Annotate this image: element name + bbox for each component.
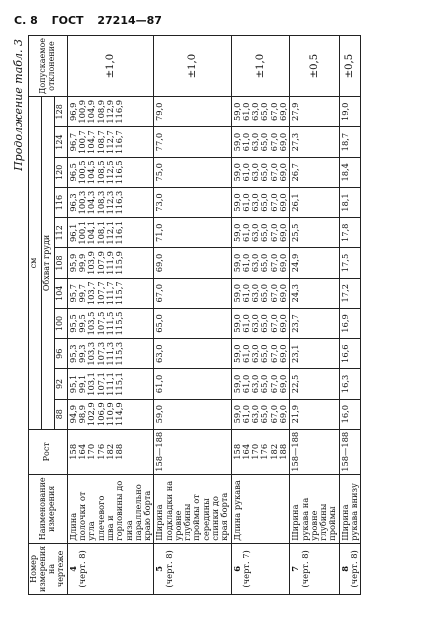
measurement-cell [290,278,339,308]
measurement-value: 103,3 [86,341,97,366]
chest-size-header: 96 [54,339,67,369]
row-number-cell [67,543,154,594]
height-value: 170 [86,443,97,460]
measurement-value: 18,4 [339,163,350,182]
measurement-value: 23,1 [290,344,301,363]
measurement-value: 116,5 [114,160,125,185]
measurement-value: 17,2 [339,284,350,303]
measurement-cell [339,187,361,217]
table-row [290,36,339,595]
measurement-value: 69,0 [278,193,288,212]
height-value: 182 [104,443,115,460]
measurement-cell [231,248,290,278]
page-header [14,14,172,27]
row-heights [290,429,339,474]
col-number-header: Номер измерения на чертеже [29,543,68,594]
table-row [67,36,154,595]
measurement-cell [339,308,361,338]
measurement-value: 19,0 [339,102,350,122]
measurement-value: 63,0 [250,314,261,333]
measurement-value: 104,9 [86,99,97,124]
measurement-cell [154,218,231,248]
measurement-cell [339,97,361,127]
rotated-table-area [12,35,408,595]
measurement-cell [154,399,231,429]
measurement-value: 17,5 [339,253,350,273]
measurement-value: 100,5 [77,160,88,185]
measurement-value: 61,0 [240,344,251,363]
chest-size-header: 104 [54,278,67,308]
row-number-cell [154,543,231,594]
measurement-cell [67,218,154,248]
measurement-value: 24,9 [290,253,301,273]
measurement-value: 112,7 [104,130,115,154]
row-heights [67,429,154,474]
measurement-value: 108,3 [95,190,106,215]
measurement-value: 59,0 [231,253,242,273]
measurement-value: 22,5 [290,374,301,394]
tolerance-value: ±1,0 [67,36,154,97]
row-name: Длина рукава [231,474,290,543]
chest-size-header: 88 [54,399,67,429]
measurement-value: 96,1 [67,223,78,243]
measurement-value: 67,0 [268,284,279,303]
row-name: Длина полочки от угла плечевого шва и горловины до низа параллельно краю борта [67,474,154,543]
measurement-value: 108,7 [95,130,106,154]
measurement-value: 63,0 [250,253,261,273]
measurement-cell [339,399,361,429]
measurement-cell [154,187,231,217]
measurement-value: 100,3 [77,190,88,215]
measurement-value: 112,3 [104,190,115,215]
row-drawing-ref: (черт. 8) [163,550,174,588]
measurement-value: 111,7 [104,281,115,306]
measurement-value: 100,7 [77,130,88,154]
measurement-value: 67,0 [268,193,279,212]
measurement-value: 67,0 [268,404,279,424]
chest-size-header: 124 [54,127,67,157]
chest-size-header: 112 [54,218,67,248]
measurement-value: 67,0 [268,344,279,363]
measurement-value: 112,5 [104,160,115,185]
measurement-cell [67,248,154,278]
tolerance-value: ±0,5 [339,36,361,97]
measurement-value: 111,3 [104,341,115,366]
col-name-header: Наименование измерения [29,474,68,543]
chest-size-header: 100 [54,308,67,338]
height-value: 170 [250,443,261,460]
measurement-value: 59,0 [231,223,242,243]
measurement-value: 16,9 [339,314,350,333]
measurement-value: 63,0 [250,132,261,152]
row-name: Ширина рукава внизу [339,474,361,543]
measurement-cell [290,369,339,399]
measurement-cell [67,399,154,429]
measurement-cell [339,127,361,157]
measurement-value: 107,1 [95,372,106,396]
size-table [28,35,361,595]
measurement-value: 99,7 [77,284,88,303]
measurement-cell [67,278,154,308]
measurement-value: 59,0 [231,102,242,122]
col-chest-header: Обхват груди [41,97,54,430]
measurement-value: 103,7 [86,281,97,306]
measurement-value: 65,0 [259,253,270,273]
measurement-value: 59,0 [231,404,242,424]
measurement-cell [154,308,231,338]
col-unit-header: см [29,97,42,430]
measurement-value: 61,0 [240,223,251,243]
row-name: Ширина рукава на уровне глубины проймы [290,474,339,543]
measurement-value: 104,7 [86,130,97,154]
measurement-cell [339,278,361,308]
measurement-value: 59,0 [231,284,242,303]
measurement-value: 63,0 [250,163,261,182]
table-row [231,36,290,595]
row-heights [154,429,231,474]
measurement-value: 61,0 [240,284,251,303]
measurement-value: 27,3 [290,132,301,152]
row-drawing-ref: (черт. 7) [240,550,251,588]
row-number-cell [290,543,339,594]
height-value: 158—188 [154,431,165,472]
measurement-value: 27,9 [290,102,301,122]
measurement-cell [290,127,339,157]
measurement-value: 69,0 [154,253,165,273]
measurement-cell [231,97,290,127]
height-value: 188 [114,443,125,460]
col-tolerance-header: Допускаемое отклонение [29,36,68,97]
measurement-value: 108,1 [95,220,106,245]
measurement-cell [290,308,339,338]
measurement-cell [339,157,361,187]
measurement-value: 67,0 [268,163,279,182]
measurement-value: 63,0 [250,223,261,243]
measurement-cell [290,157,339,187]
measurement-value: 61,0 [240,102,251,122]
measurement-value: 108,5 [95,160,106,185]
measurement-value: 73,0 [154,193,165,212]
measurement-value: 77,0 [154,132,165,152]
measurement-value: 69,0 [278,132,288,152]
measurement-value: 61,0 [154,374,165,394]
measurement-cell [290,399,339,429]
measurement-cell [231,278,290,308]
measurement-value: 96,9 [67,102,78,122]
measurement-value: 95,7 [67,284,78,303]
row-drawing-ref: (черт. 8) [299,550,310,588]
measurement-value: 24,3 [290,284,301,303]
measurement-value: 106,9 [95,402,106,427]
measurement-value: 69,0 [278,314,288,333]
measurement-value: 65,0 [154,314,165,333]
measurement-cell [67,369,154,399]
measurement-value: 65,0 [259,132,270,152]
measurement-value: 103,1 [86,372,97,396]
measurement-value: 95,5 [67,314,78,333]
measurement-value: 63,0 [250,374,261,394]
measurement-value: 25,5 [290,223,301,243]
measurement-value: 63,0 [154,344,165,363]
measurement-value: 115,9 [114,251,125,275]
measurement-cell [154,127,231,157]
measurement-cell [67,187,154,217]
measurement-value: 61,0 [240,163,251,182]
measurement-cell [339,218,361,248]
measurement-value: 75,0 [154,163,165,182]
row-number: 6 [231,566,242,572]
measurement-cell [67,157,154,187]
measurement-cell [231,308,290,338]
measurement-cell [290,248,339,278]
height-value: 158 [231,443,242,460]
measurement-cell [290,187,339,217]
row-name: Ширина подкладки на уровне глубины проймы от середины спинки до края борта [154,474,231,543]
measurement-value: 112,1 [104,220,115,245]
measurement-value: 67,0 [268,132,279,152]
measurement-cell [154,369,231,399]
measurement-value: 67,0 [268,223,279,243]
measurement-value: 69,0 [278,223,288,243]
measurement-value: 61,0 [240,314,251,333]
chest-size-header: 92 [54,369,67,399]
measurement-value: 65,0 [259,193,270,212]
measurement-value: 94,9 [67,404,78,424]
chest-size-header: 128 [54,97,67,127]
continuation-title: Продолжение табл. 3 [12,39,25,171]
measurement-value: 102,9 [86,402,97,427]
measurement-cell [290,218,339,248]
table-body [67,36,360,595]
measurement-value: 104,3 [86,190,97,215]
chest-size-header: 116 [54,187,67,217]
measurement-value: 79,0 [154,102,165,122]
measurement-value: 61,0 [240,404,251,424]
measurement-cell [231,399,290,429]
standard-code: 27214—87 [97,14,162,27]
measurement-cell [231,127,290,157]
measurement-value: 65,0 [259,374,270,394]
measurement-value: 107,5 [95,311,106,336]
measurement-value: 115,1 [114,372,125,396]
measurement-cell [231,218,290,248]
table-row [339,36,361,595]
measurement-value: 59,0 [231,344,242,363]
measurement-cell [154,157,231,187]
measurement-value: 65,0 [259,102,270,122]
tolerance-value: ±1,0 [231,36,290,97]
measurement-value: 95,1 [67,374,78,394]
measurement-cell [231,187,290,217]
measurement-value: 115,5 [114,311,125,336]
measurement-value: 114,9 [114,402,125,427]
measurement-value: 17,8 [339,223,350,243]
measurement-value: 107,9 [95,251,106,275]
measurement-value: 107,7 [95,281,106,306]
measurement-value: 61,0 [240,193,251,212]
measurement-value: 116,7 [114,130,125,154]
measurement-value: 103,5 [86,311,97,336]
measurement-cell [154,278,231,308]
measurement-value: 65,0 [259,223,270,243]
measurement-value: 69,0 [278,374,288,394]
measurement-value: 115,3 [114,341,125,366]
measurement-cell [339,248,361,278]
measurement-value: 67,0 [268,314,279,333]
measurement-value: 67,0 [268,253,279,273]
measurement-cell [339,369,361,399]
measurement-value: 69,0 [278,253,288,273]
measurement-value: 98,9 [77,404,88,424]
height-value: 182 [268,443,279,460]
measurement-value: 59,0 [231,193,242,212]
measurement-value: 107,3 [95,341,106,366]
measurement-cell [67,308,154,338]
tolerance-value: ±0,5 [290,36,339,97]
measurement-value: 69,0 [278,163,288,182]
measurement-value: 115,7 [114,281,125,306]
measurement-value: 61,0 [240,374,251,394]
measurement-value: 69,0 [278,102,288,122]
row-number: 5 [154,566,165,572]
measurement-cell [231,339,290,369]
measurement-value: 63,0 [250,404,261,424]
row-number: 4 [67,566,78,572]
measurement-value: 59,0 [231,314,242,333]
measurement-value: 111,1 [104,372,115,396]
row-number-cell [231,543,290,594]
measurement-value: 104,1 [86,220,97,245]
measurement-value: 18,7 [339,132,350,152]
measurement-value: 26,7 [290,163,301,182]
measurement-value: 99,5 [77,314,88,333]
measurement-value: 96,3 [67,193,78,212]
measurement-value: 63,0 [250,284,261,303]
measurement-cell [154,248,231,278]
measurement-value: 63,0 [250,193,261,212]
measurement-value: 59,0 [231,132,242,152]
chest-size-header: 108 [54,248,67,278]
row-heights [231,429,290,474]
height-value: 158—188 [290,431,301,472]
measurement-value: 65,0 [259,404,270,424]
measurement-value: 59,0 [154,404,165,424]
height-value: 176 [259,443,270,460]
measurement-value: 18,1 [339,193,350,212]
page-number: С. 8 [14,14,38,27]
measurement-value: 59,0 [231,163,242,182]
height-value: 158—188 [339,431,350,472]
measurement-value: 96,5 [67,163,78,182]
measurement-cell [290,97,339,127]
measurement-value: 69,0 [278,344,288,363]
measurement-value: 108,9 [95,99,106,124]
measurement-value: 61,0 [240,132,251,152]
measurement-value: 65,0 [259,344,270,363]
height-value: 164 [240,443,251,460]
measurement-value: 112,9 [104,99,115,124]
row-drawing-ref: (черт. 8) [77,550,88,588]
measurement-cell [67,97,154,127]
col-height-header: Рост [29,429,68,474]
measurement-value: 116,3 [114,190,125,215]
row-number-cell [339,543,361,594]
measurement-value: 111,5 [104,311,115,336]
measurement-value: 63,0 [250,344,261,363]
measurement-value: 69,0 [278,284,288,303]
chest-size-header: 120 [54,157,67,187]
measurement-value: 67,0 [154,284,165,303]
measurement-value: 16,3 [339,374,350,394]
measurement-value: 23,7 [290,314,301,333]
table-row [154,36,231,595]
measurement-cell [154,97,231,127]
measurement-cell [231,369,290,399]
measurement-value: 16,0 [339,404,350,424]
measurement-value: 69,0 [278,404,288,424]
measurement-value: 67,0 [268,374,279,394]
measurement-value: 95,9 [67,253,78,273]
row-heights [339,429,361,474]
height-value: 158 [67,443,78,460]
measurement-value: 63,0 [250,102,261,122]
measurement-value: 26,1 [290,193,301,212]
measurement-value: 65,0 [259,163,270,182]
measurement-value: 16,6 [339,344,350,363]
measurement-cell [67,127,154,157]
measurement-value: 104,5 [86,160,97,185]
measurement-value: 99,9 [77,253,88,273]
measurement-value: 116,9 [114,99,125,124]
row-number: 7 [290,566,301,572]
measurement-value: 103,9 [86,251,97,275]
measurement-value: 65,0 [259,314,270,333]
row-drawing-ref: (черт. 8) [348,550,359,588]
measurement-value: 59,0 [231,374,242,394]
measurement-value: 100,9 [77,99,88,124]
measurement-value: 100,1 [77,220,88,245]
measurement-cell [67,339,154,369]
measurement-cell [154,339,231,369]
measurement-value: 21,9 [290,404,301,424]
height-value: 176 [95,443,106,460]
measurement-value: 71,0 [154,223,165,243]
measurement-value: 96,7 [67,132,78,152]
measurement-value: 99,3 [77,344,88,363]
row-number: 8 [339,566,350,572]
measurement-value: 95,3 [67,344,78,363]
tolerance-value: ±1,0 [154,36,231,97]
height-value: 164 [77,443,88,460]
measurement-cell [339,339,361,369]
measurement-cell [231,157,290,187]
standard-label: ГОСТ [51,14,84,27]
measurement-value: 110,9 [104,402,115,427]
measurement-value: 111,9 [104,251,115,275]
measurement-value: 116,1 [114,220,125,245]
measurement-value: 61,0 [240,253,251,273]
measurement-cell [290,339,339,369]
measurement-value: 99,1 [77,374,88,394]
measurement-value: 67,0 [268,102,279,122]
height-value: 188 [278,443,288,460]
measurement-value: 65,0 [259,284,270,303]
